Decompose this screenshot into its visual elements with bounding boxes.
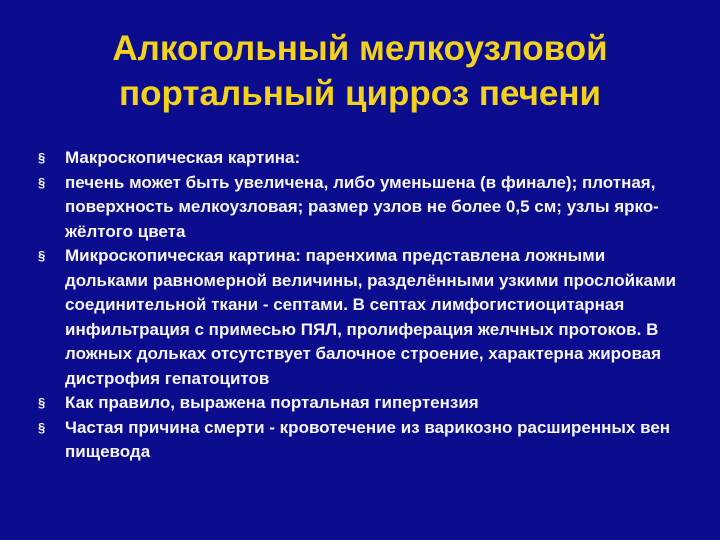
bullet-item — [38, 416, 688, 465]
bullet-list — [38, 146, 688, 465]
bullet-item — [38, 171, 688, 245]
bullet-item — [38, 391, 688, 416]
square-bullet-icon: § — [38, 419, 46, 435]
slide-title — [40, 26, 680, 116]
bullet-text: Как правило, выражена портальная гипертензия — [65, 393, 479, 412]
bullet-text: печень может быть увеличена, либо уменьшена (в финале); плотная, поверхность мелкоузловая; размер узлов не более 0,5 см; узлы ярко-жёлтого цвета — [65, 172, 659, 241]
bullet-text: Микроскопическая картина: паренхима представлена ложными дольками равномерной величины, разделёнными узкими прослойками соединительной ткани - септами. В септах лимфогистиоцитарная инфильтрация с примесью ПЯЛ, пролиферация желчных протоков. В ложных дольках отсутствует балочное строение, характерна жировая дистрофия гепатоцитов — [65, 246, 677, 388]
bullet-item — [38, 244, 688, 391]
slide-title-line-1: Алкогольный мелкоузловой — [112, 29, 608, 68]
bullet-text: Частая причина смерти - кровотечение из варикозно расширенных вен пищевода — [65, 417, 671, 461]
square-bullet-icon: § — [38, 395, 46, 410]
square-bullet-icon: § — [38, 150, 46, 165]
slide-title-line-2: портальный цирроз печени — [118, 74, 602, 113]
bullet-item — [38, 146, 688, 171]
square-bullet-icon: § — [38, 174, 46, 190]
bullet-text: Макроскопическая картина: — [65, 148, 301, 167]
square-bullet-icon: § — [38, 248, 46, 263]
